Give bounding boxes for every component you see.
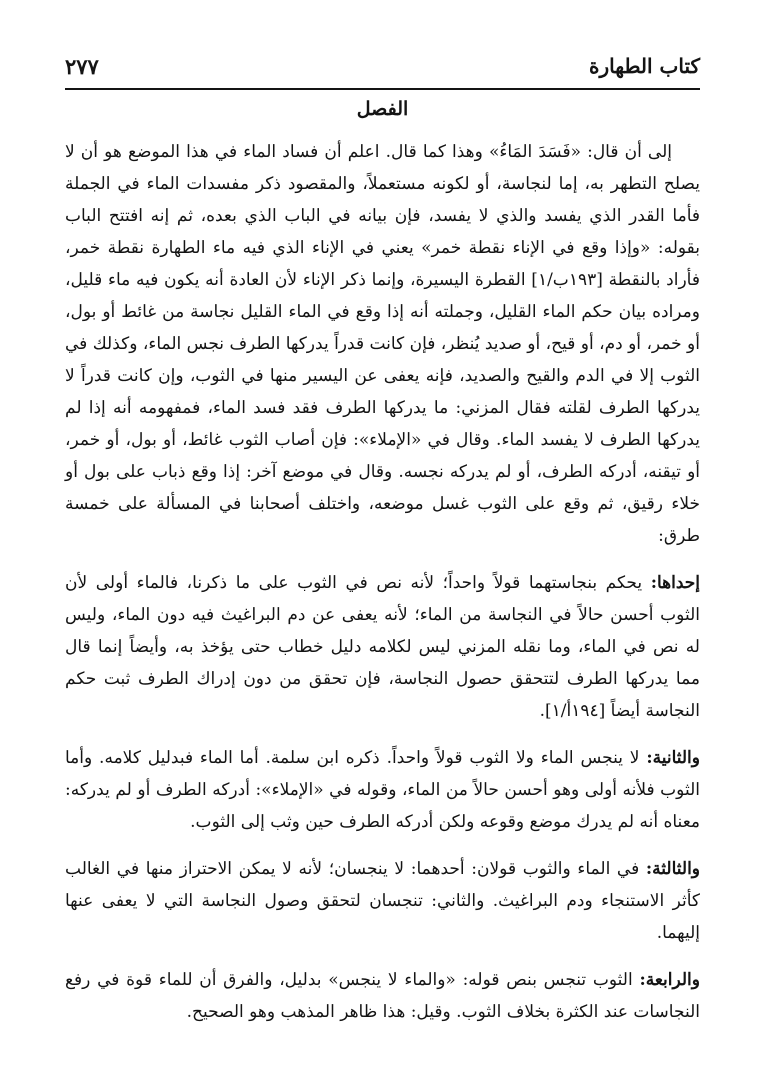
body-text — [65, 136, 700, 1028]
paragraph-text: إلى أن قال: «فَسَدَ المَاءُ» وهذا كما قال. اعلم أن فساد الماء في هذا الموضع هو أن لا يصلح التطهر به، إما لنجاسة، أو لكونه مستعملاً، والمقصود ذكر مفسدات الماء في الجملة فأما القدر الذي يفسد والذي لا يفسد، فإن بيانه في الباب الذي بعده، ثم إنه افتتح الباب بقوله: «وإذا وقع في الإناء نقطة خمر» يعني في الإناء الذي فيه ماء الطهارة نقطة خمر، فأراد بالنقطة [١٩٣ب/١] القطرة اليسيرة، وإنما ذكر الإناء لأن العادة أنه يكون فيه ماء قليل، ومراده بيان حكم الماء القليل، وجملته أنه إذا وقع في الماء القليل نجاسة من غائط أو بول، أو خمر، أو دم، أو قيح، أو صديد يُنظر، فإن كانت قدراً يدركها الطرف نجس الماء، وكذلك في الثوب إلا في الدم والقيح والصديد، فإنه يعفى عن اليسير منها في الثوب، وإن كانت قدراً لا يدركها الطرف لقلته فقال المزني: ما يدركها الطرف فقد فسد الماء، فمفهومه أنه إذا لم يدركها الطرف لا يفسد الماء. وقال في «الإملاء»: فإن أصاب الثوب غائط، أو بول، أو خمر، أو تيقنه، أدركه الطرف، أو لم يدركه نجسه. وقال في موضع آخر: إذا وقع ذباب على بول أو خلاء رقيق، ثم وقع على الثوب غسل موضعه، واختلف أصحابنا في المسألة على خمسة طرق: — [65, 142, 700, 546]
paragraph-first-way — [65, 567, 700, 727]
chapter-title: كتاب الطهارة — [589, 54, 700, 78]
paragraph-intro — [65, 136, 700, 552]
paragraph-text: لا ينجس الماء ولا الثوب قولاً واحداً. ذكره ابن سلمة. أما الماء فبدليل كلامه. وأما الثوب فلأنه أولى وهو أحسن حالاً من الماء، وقوله في «الإملاء»: أدركه الطرف أو لم يدركه: معناه أنه لم يدرك موضع وقوعه ولكن أدركه الطرف حين وثب إلى الثوب. — [65, 748, 700, 832]
section-title: الفصل — [356, 98, 409, 120]
paragraph-fourth-way — [65, 964, 700, 1028]
paragraph-lead: والرابعة: — [639, 970, 700, 990]
header-rule — [65, 88, 700, 90]
paragraph-text: الثوب تنجس بنص قوله: «والماء لا ينجس» بدليل، والفرق أن للماء قوة في رفع النجاسات عند الكثرة بخلاف الثوب. وقيل: هذا ظاهر المذهب وهو الصحيح. — [65, 970, 700, 1022]
page-number: ٢٧٧ — [65, 54, 99, 79]
paragraph-text: يحكم بنجاستهما قولاً واحداً؛ لأنه نص في الثوب على ما ذكرنا، فالماء أولى لأن الثوب أحسن حالاً في النجاسة من الماء؛ لأنه يعفى عن دم البراغيث فيه دون الماء، وليس له نص في الماء، وما نقله المزني ليس لكلامه دليل خطاب حتى يؤخذ به، وأيضاً إنما قال مما يدركها الطرف لتتحقق حصول النجاسة، فإن تحقق من دون إدراك الطرف ثبت حكم النجاسة أيضاً [١٩٤أ/١]. — [65, 573, 700, 721]
paragraph-third-way — [65, 853, 700, 949]
paragraph-second-way — [65, 742, 700, 838]
paragraph-lead: والثالثة: — [645, 859, 700, 879]
paragraph-lead: إحداها: — [650, 573, 700, 593]
paragraph-lead: والثانية: — [646, 748, 700, 768]
running-header — [65, 46, 700, 86]
paragraph-text: في الماء والثوب قولان: أحدهما: لا ينجسان؛ لأنه لا يمكن الاحتراز منها في الغالب كأثر الاستنجاء ودم البراغيث. والثاني: تنجسان لتحقق وصول النجاسة التي لا يعفى عنها إليهما. — [65, 859, 700, 943]
